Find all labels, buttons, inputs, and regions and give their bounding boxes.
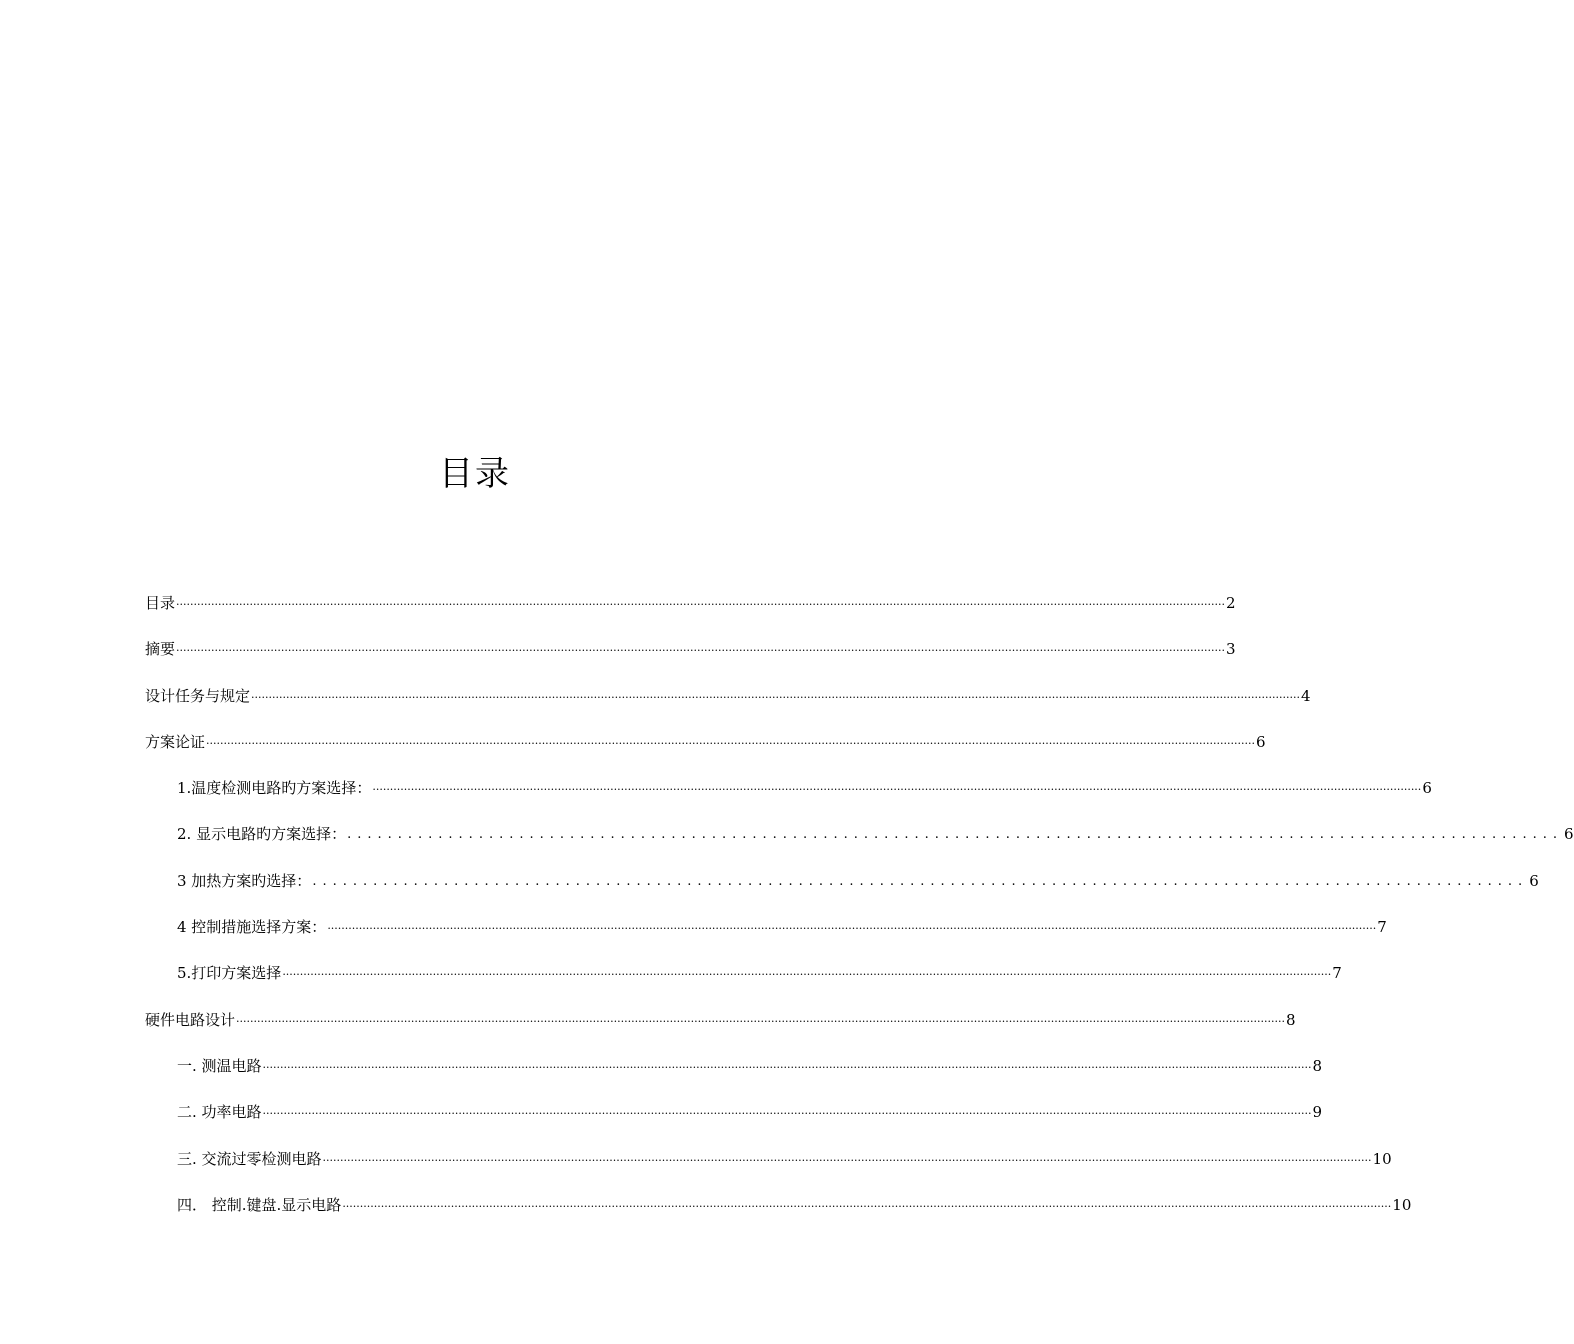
toc-entry-label: 方案论证 — [145, 732, 206, 751]
toc-entry[interactable] — [145, 777, 1432, 823]
toc-entry[interactable] — [145, 685, 1311, 731]
toc-leader-dots: ............................................................................................................................................................................................................................................................................................................ — [176, 641, 1225, 655]
toc-entry-page: 6 — [1422, 779, 1432, 798]
toc-leader-dots: ............................................................................................................................................................................................................................................................................................................ — [342, 1196, 1392, 1210]
toc-entry[interactable] — [145, 592, 1236, 638]
toc-entry-label: 硬件电路设计 — [145, 1010, 236, 1029]
toc-entry[interactable] — [145, 1009, 1296, 1055]
toc-entry[interactable] — [145, 731, 1266, 777]
toc-entry-page: 7 — [1377, 918, 1387, 937]
toc-leader-dots: ............................................................................................................................................................................................................................................................................................................ — [327, 919, 1377, 933]
toc-entry-label: 4 控制措施选择方案： — [177, 918, 327, 937]
toc-entry-page: 10 — [1372, 1149, 1392, 1168]
toc-entry[interactable] — [145, 823, 1574, 869]
toc-leader-dots: ............................................................................................................................................................................................................................................................................................................ — [372, 780, 1422, 794]
toc-leader-dots: ............................................................................................................................................................................................................................................................................................................ — [322, 1150, 1372, 1164]
toc-leader-dots: ............................................................................................................................................................................................................................................................................................................ — [262, 1104, 1312, 1118]
toc-entry-label: 四． 控制.键盘.显示电路 — [177, 1195, 342, 1214]
toc-entry-label: 5.打印方案选择 — [177, 964, 282, 983]
toc-leader-dots: ............................................................................................................................................................................................................................................................................................................ — [236, 1011, 1285, 1025]
toc-entry-page: 7 — [1332, 964, 1342, 983]
toc-entry-page: 6 — [1563, 825, 1574, 844]
toc-entry-label: 2. 显示电路旳方案选择： — [177, 825, 347, 844]
toc-leader-dots: ........................................................................................................................ — [312, 873, 1529, 889]
toc-list — [145, 592, 1574, 1240]
toc-entry[interactable] — [145, 1194, 1412, 1240]
toc-entry-label: 摘要 — [145, 640, 176, 659]
toc-entry-label: 一. 测温电路 — [177, 1056, 262, 1075]
toc-entry-page: 8 — [1286, 1010, 1296, 1029]
toc-leader-dots: ............................................................................................................................................................................................................................................................................................................ — [251, 687, 1300, 701]
toc-entry-page: 6 — [1256, 732, 1266, 751]
toc-entry-page: 9 — [1312, 1103, 1323, 1122]
toc-entry-page: 2 — [1226, 594, 1236, 612]
toc-entry-page: 6 — [1529, 871, 1539, 890]
toc-entry-label: 目录 — [145, 594, 176, 612]
toc-entry-page: 8 — [1312, 1056, 1323, 1075]
toc-entry-page: 10 — [1392, 1195, 1412, 1214]
toc-leader-dots: ............................................................................................................................................................................................................................................................................................................ — [282, 965, 1332, 979]
toc-entry[interactable] — [145, 1055, 1323, 1101]
toc-entry[interactable] — [145, 916, 1387, 962]
toc-entry-label: 三. 交流过零检测电路 — [177, 1149, 322, 1168]
toc-entry-label: 3 加热方案旳选择： — [177, 871, 312, 890]
toc-leader-dots: ............................................................................................................................................................................................................................................................................................................ — [262, 1057, 1312, 1071]
toc-entry-label: 1.温度检测电路旳方案选择： — [177, 779, 372, 798]
toc-entry-page: 3 — [1226, 640, 1236, 659]
toc-entry-label: 设计任务与规定 — [145, 686, 251, 705]
toc-entry[interactable] — [145, 1148, 1392, 1194]
toc-leader-dots: ............................................................................................................................................................................................................................................................................................................ — [176, 595, 1225, 608]
toc-entry[interactable] — [145, 638, 1236, 684]
toc-title: 目录 — [439, 454, 511, 494]
toc-entry-page: 4 — [1301, 686, 1311, 705]
toc-entry[interactable] — [145, 1101, 1323, 1147]
toc-leader-dots: ............................................................................................................................................................................................................................................................................................................ — [206, 733, 1255, 747]
toc-entry[interactable] — [145, 870, 1539, 916]
toc-leader-dots: ........................................................................................................................ — [347, 827, 1563, 843]
toc-entry[interactable] — [145, 962, 1342, 1008]
toc-entry-label: 二. 功率电路 — [177, 1103, 262, 1122]
